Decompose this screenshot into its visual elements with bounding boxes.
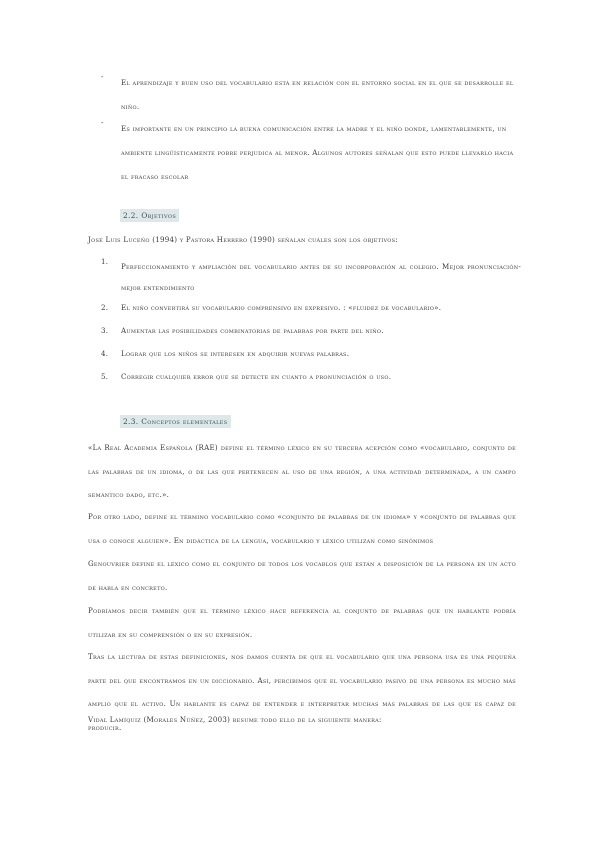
paragraph: «La Real Academia Española (RAE) define el término léxico en su tercera acepción como «vocabulario, conjunto de las palabras de un idioma, o de las que pertenecen al uso de una región, a una actividad determinada, a un campo semántico dado, etc.». (88, 443, 516, 499)
objective-text: El niño convertirá su vocabulario comprensivo en expresivo. : «fluidez de vocabulario». (121, 303, 442, 312)
paragraph: Podríamos decir también que el término léxico hace referencia al conjunto de palabras que un hablante podría utilizar en su comprensión o en su expresión. (88, 606, 516, 639)
objective-number: 3. (101, 326, 109, 335)
objetivos-intro: José Luis Luceño (1994) y Pastora Herrero (1990) señalan cuáles son los objetivos: (88, 235, 398, 244)
objective-number: 5. (101, 372, 109, 381)
bullet-marker: - (101, 118, 104, 127)
section-heading-objetivos: 2.2. Objetivos (120, 209, 179, 222)
paragraph: Tras la lectura de estas definiciones, nos damos cuenta de que el vocabulario que una persona usa es una pequeña parte del que encontramos en un diccionario. Así, percibimos que el vocabulario pasivo de una persona es mucho más amplio que el activo. Un hablante es capaz de entender e interpretar muchas más palabras de las que es capaz de producir. (88, 652, 516, 732)
objective-number: 4. (101, 349, 109, 358)
bullet-text: Es importante en un principio la buena comunicación entre la madre y el niño donde, lamentablemente, un ambiente lingüísticamente pobre perjudica al menor. Algunos autores señalan que esto puede llevarlo hacia el fracaso escolar (121, 124, 514, 181)
bullet-text: El aprendizaje y buen uso del vocabulario está en relación con el entorno social en el que se desarrolle el niño. (121, 78, 514, 111)
paragraph: Vidal Lamíquiz (Morales Núñez, 2003) resume todo ello de la siguiente manera: (88, 715, 382, 724)
objective-text: Corregir cualquier error que se detecte en cuanto a pronunciación o uso. (121, 372, 392, 381)
bullet-marker: - (101, 72, 104, 81)
objective-number: 2. (101, 303, 109, 312)
objective-number: 1. (101, 257, 109, 266)
paragraph: Genouvrier define el léxico como el conjunto de todos los vocablos que están a disposición de la persona en un acto de habla en concreto. (88, 559, 516, 592)
objective-text: Perfeccionamiento y ampliación del vocabulario antes de su incorporación al colegio. Mejor pronunciación-mejor entendimiento (121, 262, 521, 292)
paragraph: Por otro lado, define el término vocabulario como «conjunto de palabras de un idioma» y «conjunto de palabras que usa o conoce alguien». En didáctica de la lengua, vocabulario y léxico utilizan como sinónimos (88, 512, 516, 545)
section-heading-conceptos: 2.3. Conceptos elementales (120, 415, 231, 428)
objective-text: Aumentar las posibilidades combinatorias de palabras por parte del niño. (121, 326, 384, 335)
objective-text: Lograr que los niños se interesen en adquirir nuevas palabras. (121, 349, 350, 358)
